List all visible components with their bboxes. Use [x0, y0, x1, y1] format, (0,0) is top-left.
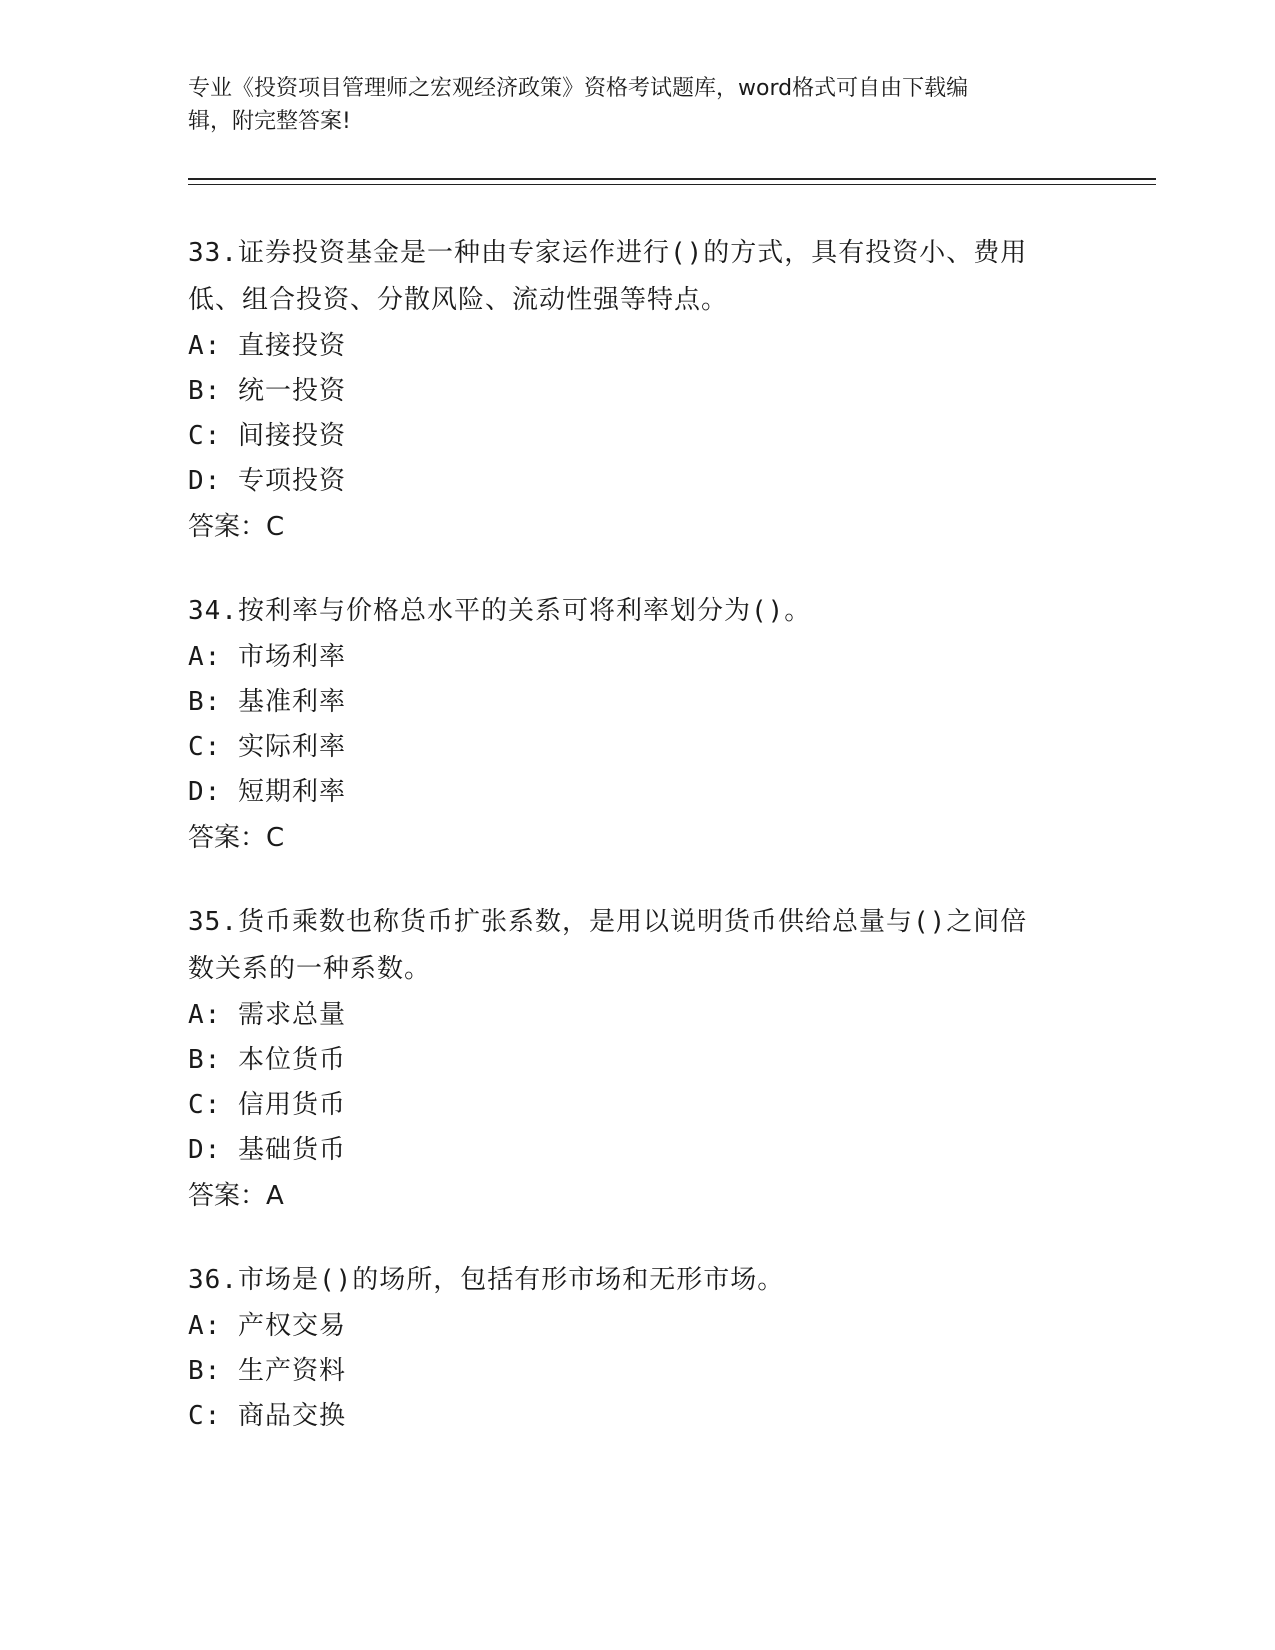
- question-stem-line: 34.按利率与价格总水平的关系可将利率划分为()。: [188, 596, 812, 626]
- question-stem-line: 数关系的一种系数。: [188, 954, 432, 984]
- header-divider: [188, 178, 1156, 180]
- answer: 答案：C: [188, 823, 285, 853]
- header-divider-secondary: [188, 184, 1156, 185]
- question-36: [188, 1257, 1088, 1439]
- header-line-2: 辑，附完整答案!: [188, 109, 351, 134]
- answer: 答案：C: [188, 512, 285, 542]
- option-b: B: 统一投资: [188, 376, 346, 406]
- option-a: A: 产权交易: [188, 1311, 346, 1341]
- document-header: [188, 72, 1068, 138]
- option-d: D: 短期利率: [188, 777, 346, 807]
- question-34: [188, 588, 1088, 861]
- option-c: C: 实际利率: [188, 732, 346, 762]
- question-stem-line: 33.证券投资基金是一种由专家运作进行()的方式，具有投资小、费用: [188, 238, 1028, 268]
- option-c: C: 商品交换: [188, 1401, 346, 1431]
- question-stem-line: 36.市场是()的场所，包括有形市场和无形市场。: [188, 1265, 785, 1295]
- option-a: A: 直接投资: [188, 331, 346, 361]
- answer: 答案：A: [188, 1181, 284, 1211]
- option-a: A: 市场利率: [188, 642, 346, 672]
- option-b: B: 基准利率: [188, 687, 346, 717]
- question-list: [188, 230, 1088, 1477]
- option-a: A: 需求总量: [188, 1000, 346, 1030]
- option-b: B: 生产资料: [188, 1356, 346, 1386]
- question-stem-line: 35.货币乘数也称货币扩张系数，是用以说明货币供给总量与()之间倍: [188, 907, 1028, 937]
- option-c: C: 信用货币: [188, 1090, 346, 1120]
- question-33: [188, 230, 1088, 550]
- header-line-1: 专业《投资项目管理师之宏观经济政策》资格考试题库，word格式可自由下载编: [188, 76, 969, 101]
- option-b: B: 本位货币: [188, 1045, 346, 1075]
- option-c: C: 间接投资: [188, 421, 346, 451]
- option-d: D: 专项投资: [188, 466, 346, 496]
- question-35: [188, 899, 1088, 1219]
- question-stem-line: 低、组合投资、分散风险、流动性强等特点。: [188, 285, 729, 315]
- option-d: D: 基础货币: [188, 1135, 346, 1165]
